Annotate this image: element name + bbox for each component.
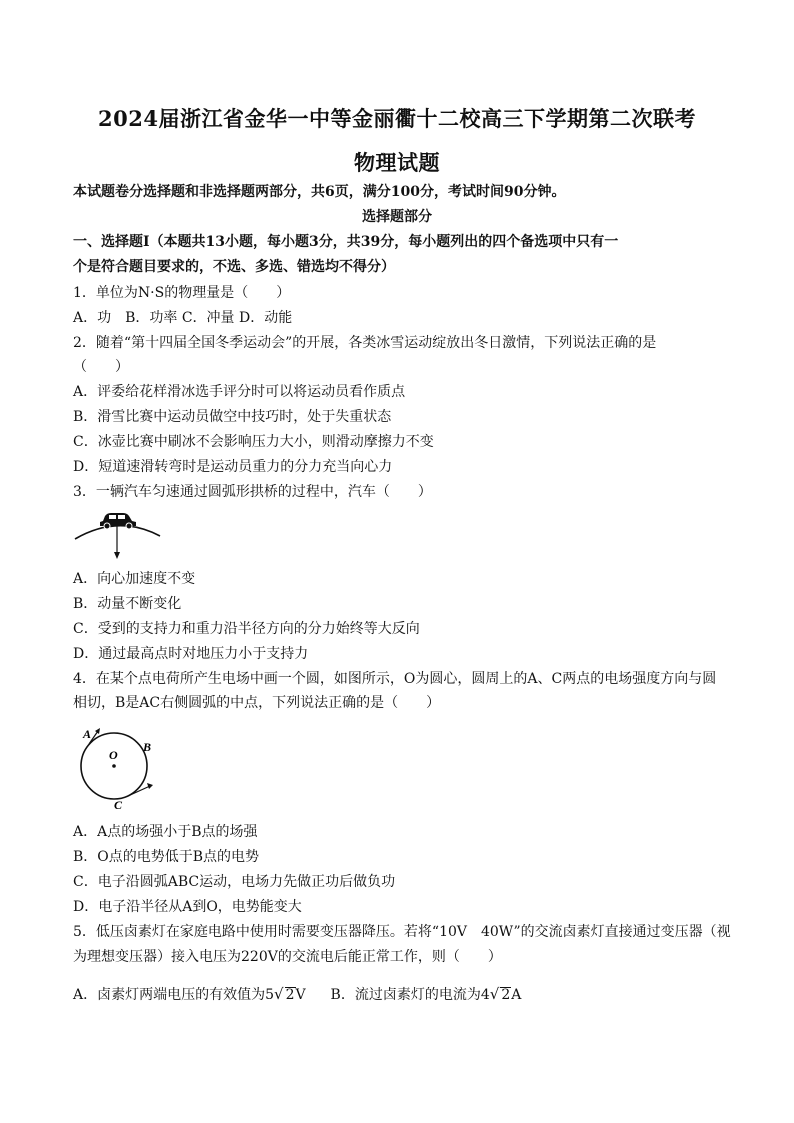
q5-option-b-prefix: B．流过卤素灯的电流为4	[330, 987, 490, 1003]
q4-stem-line2: 相切，B是AC右侧圆弧的中点，下列说法正确的是（ ）	[73, 695, 441, 711]
q5-stem-line2: 为理想变压器）接入电压为220V的交流电后能正常工作，则（ ）	[73, 949, 502, 965]
q3-stem: 3．一辆汽车匀速通过圆弧形拱桥的过程中，汽车（ ）	[73, 484, 432, 500]
electric-field-circle-figure	[72, 722, 162, 812]
sqrt-icon: √	[274, 985, 284, 1003]
force-arrow-head	[114, 552, 120, 559]
q2-option-a: A．评委给花样滑冰选手评分时可以将运动员看作质点	[73, 384, 406, 400]
part1-instructions-line2: 个是符合题目要求的，不选、多选、错选均不得分）	[73, 259, 395, 275]
q3-option-c: C．受到的支持力和重力沿半径方向的分力始终等大反向	[73, 621, 420, 637]
section-heading: 选择题部分	[362, 209, 432, 225]
q2-option-b: B．滑雪比赛中运动员做空中技巧时，处于失重状态	[73, 409, 392, 425]
q5-option-a-unit: V	[295, 987, 306, 1003]
center-point-o	[112, 764, 116, 768]
q5-option-a-radicand: 2	[285, 987, 295, 1003]
q5-stem-line1: 5．低压卤素灯在家庭电路中使用时需要变压器降压。若将“10V 40W”的交流卤素灯直接通过变压器（视	[73, 924, 731, 940]
q5-options-line	[73, 984, 733, 1005]
tangent-arrowhead-c	[147, 783, 153, 789]
label-a: A	[83, 727, 92, 741]
exam-title: 2024届浙江省金华一中等金丽衢十二校高三下学期第二次联考	[98, 106, 696, 131]
sqrt-icon: √	[489, 985, 500, 1003]
q5-option-a-prefix: A．卤素灯两端电压的有效值为5	[73, 987, 275, 1003]
label-o: O	[109, 748, 118, 762]
q3-option-a: A．向心加速度不变	[73, 571, 196, 587]
part1-instructions-line1: 一、选择题Ⅰ（本题共13小题，每小题3分，共39分，每小题列出的四个备选项中只有一	[73, 234, 619, 250]
car-icon	[100, 513, 136, 529]
q3-option-d: D．通过最高点时对地压力小于支持力	[73, 646, 309, 662]
q5-option-b-unit: A	[511, 987, 522, 1003]
q4-option-a: A．A点的场强小于B点的场强	[73, 824, 258, 840]
label-c: C	[114, 798, 123, 812]
q2-stem-line1: 2．随着“第十四届全国冬季运动会”的开展，各类冰雪运动绽放出冬日激情，下列说法正确的是	[73, 335, 657, 351]
q1-options: A．功 B．功率 C．冲量 D．动能	[73, 310, 293, 326]
tangent-arrowhead-a	[95, 728, 100, 734]
q1-stem: 1．单位为N·S的物理量是（ ）	[73, 285, 291, 301]
q5-option-b-radicand: 2	[501, 987, 511, 1003]
q2-option-c: C．冰壶比赛中刷冰不会影响压力大小，则滑动摩擦力不变	[73, 434, 434, 450]
q4-stem-line1: 4．在某个点电荷所产生电场中画一个圆，如图所示，O为圆心，圆周上的A、C两点的电场强度方向与圆	[73, 671, 717, 687]
q4-option-c: C．电子沿圆弧ABC运动，电场力先做正功后做负功	[73, 874, 396, 890]
q4-option-b: B．O点的电势低于B点的电势	[73, 849, 260, 865]
q2-stem-line2: （ ）	[73, 359, 129, 375]
exam-subtitle: 物理试题	[354, 150, 440, 175]
arch-bridge-car-figure	[72, 506, 168, 566]
exam-intro: 本试题卷分选择题和非选择题两部分，共6页，满分100分，考试时间90分钟。	[73, 184, 566, 200]
q4-option-d: D．电子沿半径从A到O，电势能变大	[73, 899, 302, 915]
label-b: B	[143, 740, 152, 754]
q2-option-d: D．短道速滑转弯时是运动员重力的分力充当向心力	[73, 459, 393, 475]
q3-option-b: B．动量不断变化	[73, 596, 182, 612]
